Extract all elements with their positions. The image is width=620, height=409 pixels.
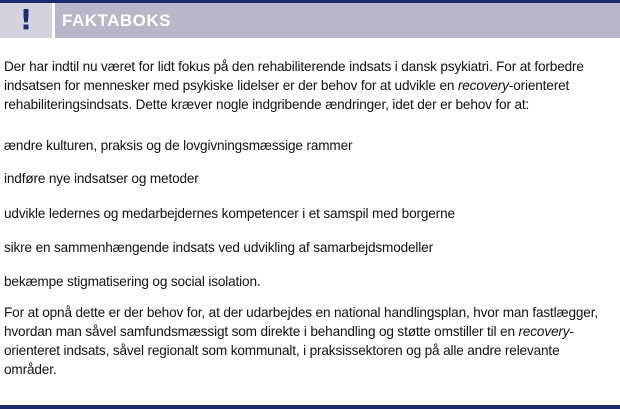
exclamation-icon: ! bbox=[19, 3, 33, 36]
closing-text-2: -orienteret indsats, såvel regionalt som kommunalt, i praksissektoren og på alle andre relevante områder. bbox=[4, 324, 574, 377]
list-item: sikre en sammenhængende indsats ved udvikling af samarbejdsmodeller bbox=[4, 240, 433, 255]
faktaboks-title: FAKTABOKS bbox=[62, 11, 172, 30]
intro-emphasis: recovery bbox=[457, 78, 509, 93]
list-item: indføre nye indsatser og metoder bbox=[4, 171, 199, 186]
closing-paragraph bbox=[4, 303, 612, 379]
icon-cell bbox=[0, 3, 52, 38]
bottom-border bbox=[0, 405, 620, 409]
closing-text-1: For at opnå dette er der behov for, at der udarbejdes en national handlingsplan, hvor man fastlægger, hvordan man såvel samfundsmæssigt som direkte i behandling og støtte omstiller til en bbox=[4, 305, 598, 339]
faktaboks-content bbox=[4, 57, 612, 377]
faktaboks-header bbox=[0, 0, 620, 38]
intro-text-1: Der har indtil nu været for lidt fokus på den rehabiliterende indsats i dansk psykiatri. For at forbedre indsatsen for mennesker med psykiske lidelser er der behov for at udvikle en bbox=[4, 59, 584, 93]
list-item: bekæmpe stigmatisering og social isolation. bbox=[4, 274, 261, 289]
intro-paragraph bbox=[4, 57, 612, 114]
closing-emphasis: recovery bbox=[518, 324, 570, 339]
header-divider bbox=[52, 3, 55, 38]
list-item: udvikle ledernes og medarbejdernes kompetencer i et samspil med borgerne bbox=[4, 206, 455, 221]
intro-text-2: -orienteret rehabiliteringsindsats. Dette kræver nogle indgribende ændringer, idet der er behov for at: bbox=[4, 78, 570, 112]
list-item: ændre kulturen, praksis og de lovgivningsmæssige rammer bbox=[4, 138, 353, 153]
